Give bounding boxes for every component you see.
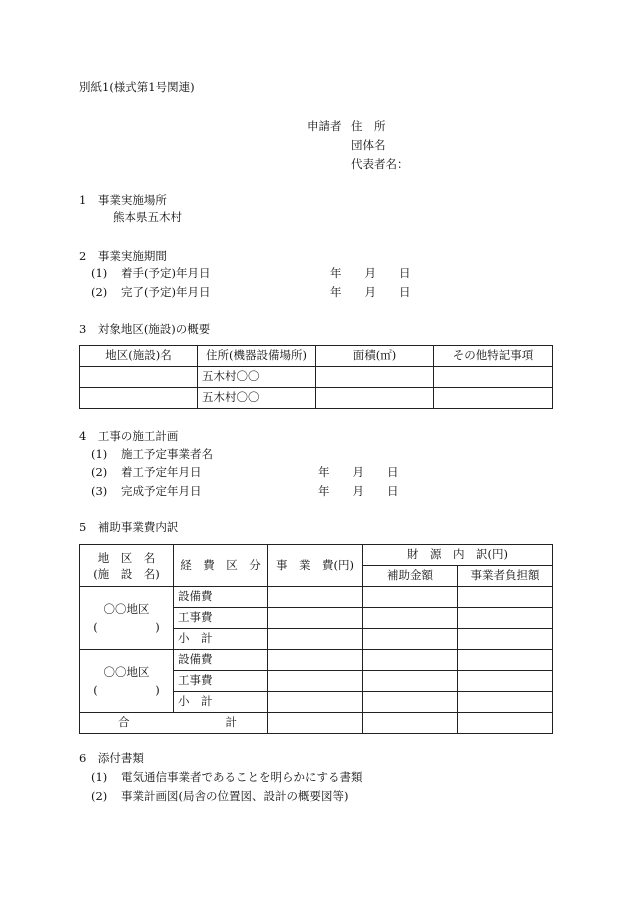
group-2-area-paren: ( ) [93,683,160,697]
table-cell [268,713,363,734]
header-address: 住所(機器設備場所) [198,346,316,367]
table-cell [268,587,363,608]
header-project-cost: 事 業 費(円) [268,545,363,587]
table-cell [363,713,458,734]
s4-item-1-num: (1) [91,447,108,461]
s6-item-1-num: (1) [91,770,108,784]
table-cell [363,587,458,608]
s2-item-1-date: 年 月 日 [330,266,411,280]
table-cell [363,692,458,713]
section-2-heading: 2 事業実施期間 [79,249,167,263]
header-other-notes: その他特記事項 [434,346,553,367]
s2-item-1-num: (1) [91,266,108,280]
s4-item-3-date: 年 月 日 [318,484,399,498]
table-cell [80,388,198,409]
header-funding-breakdown: 財 源 内 訳(円) [363,545,553,566]
cost-breakdown-table [79,544,553,734]
section-1-heading: 1 事業実施場所 [79,193,167,207]
table-cell [458,650,553,671]
group-2-area-name: 〇〇地区 [103,665,150,679]
s6-item-2-num: (2) [91,789,108,803]
section-4-heading: 4 工事の施工計画 [79,429,179,443]
total-label-b: 計 [225,715,237,730]
table-cell [434,367,553,388]
table-row [80,388,553,409]
table-row [80,367,553,388]
expense-item: 小 計 [174,692,268,713]
section-5-heading: 5 補助事業費内訳 [79,520,179,534]
table-cell: 五木村〇〇 [198,367,316,388]
group-1-area-paren: ( ) [93,620,160,634]
s6-item-1-label: 電気通信事業者であることを明らかにする書類 [121,770,363,784]
section-1-value: 熊本県五木村 [113,210,182,224]
table-cell [458,629,553,650]
table-cell [458,608,553,629]
applicant-address-label: 住 所 [351,119,386,133]
table-cell: 五木村〇〇 [198,388,316,409]
header-area-name: 地区(施設)名 [80,346,198,367]
table-cell [458,587,553,608]
table-cell [458,692,553,713]
header-area-line-2: (施 設 名) [93,566,160,581]
table-header-row [80,545,553,566]
s2-item-2-label: 完了(予定)年月日 [121,285,211,299]
document-reference: 別紙1(様式第1号関連) [79,80,195,94]
table-cell [316,388,434,409]
area-overview-table [79,345,553,409]
table-cell [268,608,363,629]
table-cell [268,692,363,713]
group-1-area-cell [80,587,174,650]
header-area-line-1: 地 区 名 [97,550,156,565]
header-subsidy-amount: 補助金額 [363,566,458,587]
table-cell [316,367,434,388]
expense-item: 設備費 [174,650,268,671]
table-cell [363,629,458,650]
table-cell [363,650,458,671]
header-area-size: 面積(㎡) [316,346,434,367]
table-cell [80,367,198,388]
s4-item-3-num: (3) [91,484,108,498]
table-cell [458,671,553,692]
s4-item-1-label: 施工予定事業者名 [121,447,213,461]
applicant-rep-label: 代表者名： [351,157,409,171]
header-area-cell [80,545,174,587]
section-3-heading: 3 対象地区(施設)の概要 [79,322,211,336]
table-cell [268,650,363,671]
s2-item-2-num: (2) [91,285,108,299]
total-label-cell [80,713,268,734]
s6-item-2-label: 事業計画図(局舎の位置図、設計の概要図等) [121,789,349,803]
s4-item-2-num: (2) [91,465,108,479]
expense-item: 工事費 [174,608,268,629]
s4-item-3-label: 完成予定年月日 [121,484,202,498]
s2-item-1-label: 着手(予定)年月日 [121,266,211,280]
s4-item-2-label: 着工予定年月日 [121,465,202,479]
table-cell [363,671,458,692]
section-6-heading: 6 添付書類 [79,751,144,765]
total-label-a: 合 [118,715,130,730]
group-1-area-name: 〇〇地区 [103,602,150,616]
expense-item: 設備費 [174,587,268,608]
table-cell [268,671,363,692]
expense-item: 小 計 [174,629,268,650]
table-row [80,650,553,671]
table-cell [268,629,363,650]
table-cell [458,713,553,734]
table-header-row [80,346,553,367]
table-row [80,587,553,608]
applicant-org-label: 団体名 [351,138,386,152]
group-2-area-cell [80,650,174,713]
s2-item-2-date: 年 月 日 [330,285,411,299]
table-total-row [80,713,553,734]
applicant-label: 申請者 [307,119,342,133]
table-cell [434,388,553,409]
header-expense-category: 経 費 区 分 [174,545,268,587]
s4-item-2-date: 年 月 日 [318,465,399,479]
expense-item: 工事費 [174,671,268,692]
table-cell [363,608,458,629]
header-operator-burden: 事業者負担額 [458,566,553,587]
